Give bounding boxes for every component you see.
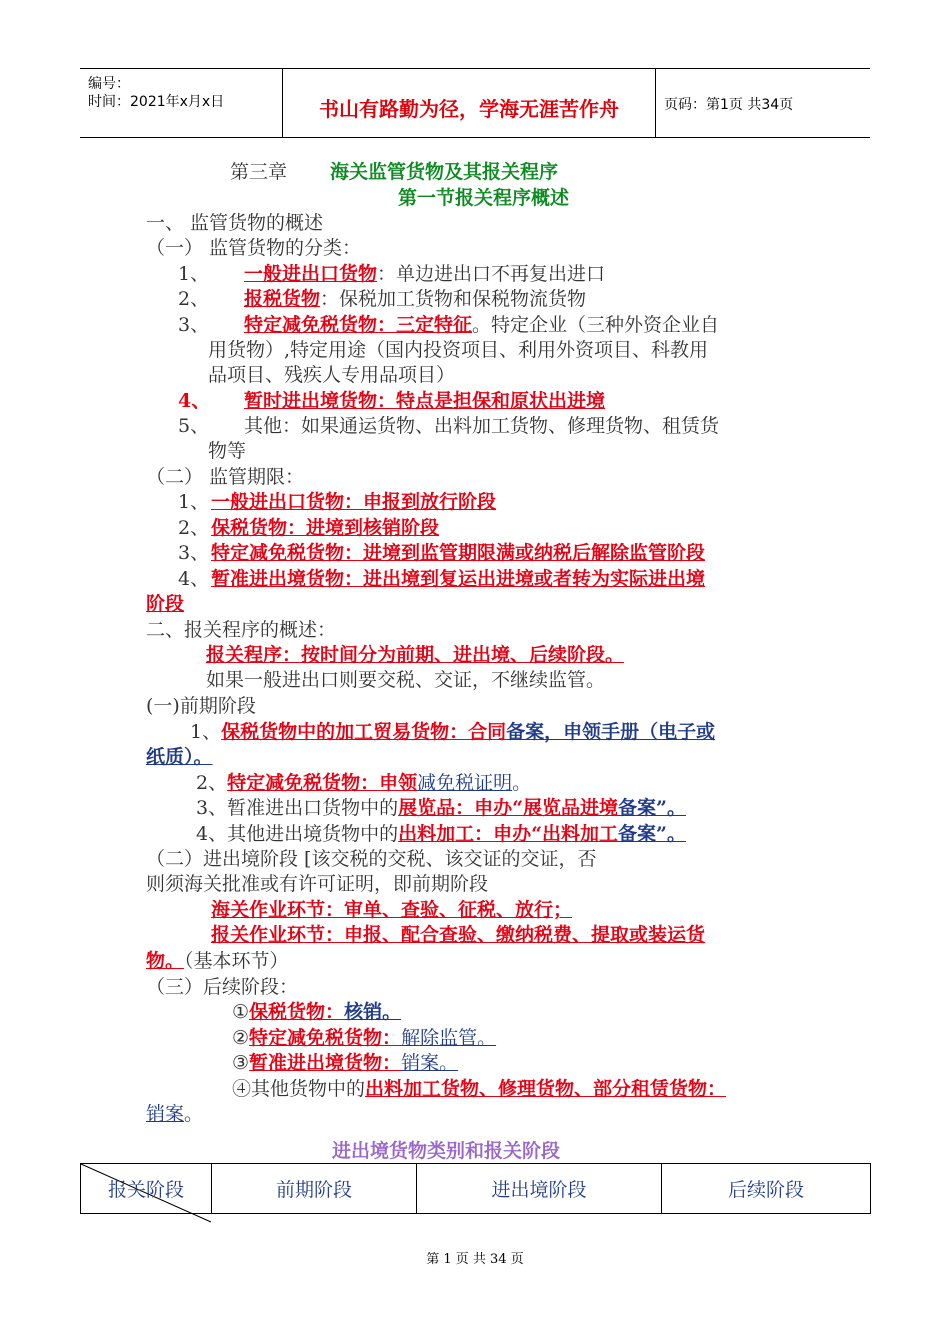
item-number: 5、 — [178, 415, 210, 437]
text-line: 阶段 — [146, 593, 185, 615]
page-info: 页码：第1页 共34页 — [664, 97, 794, 113]
motto: 书山有路勤为径，学海无涯苦作舟 — [319, 97, 619, 121]
section-title: 第一节报关程序概述 — [398, 187, 570, 209]
table-header-cell: 进出境阶段 — [417, 1164, 662, 1214]
list-item: 报税货物：保税加工货物和保税物流货物 — [244, 288, 587, 310]
time-label: 时间：2021年x月x日 — [88, 94, 225, 110]
text-line: 报关作业环节：申报、配合查验、缴纳税费、提取或装运货 — [211, 924, 706, 946]
item-number: 1、 — [178, 491, 210, 513]
item-number: 1、 — [178, 263, 210, 285]
text-line: 物等 — [208, 440, 247, 462]
header-meta-cell — [80, 69, 283, 137]
list-item: ①保税货物：核销。 — [232, 1001, 402, 1023]
chapter-number: 第三章 — [230, 161, 288, 183]
list-item: ③暂准进出境货物：销案。 — [232, 1052, 459, 1074]
table-row — [81, 1164, 871, 1214]
list-item: 2、特定减免税货物：申领减免税证明。 — [196, 772, 532, 794]
heading-2: 二、报关程序的概述： — [146, 619, 337, 641]
chapter-title: 海关监管货物及其报关程序 — [330, 161, 559, 183]
list-item: 保税货物：进境到核销阶段 — [211, 517, 440, 539]
page-footer: 第 1 页 共 34 页 — [426, 1252, 524, 1267]
list-item: 一般进出口货物：申报到放行阶段 — [211, 491, 497, 513]
text-line: 则须海关批准或有许可证明，即前期阶段 — [146, 873, 489, 895]
stage-table — [80, 1163, 871, 1214]
text-line: 品项目、残疾人专用品项目） — [208, 364, 456, 386]
subheading-classification: （一） 监管货物的分类： — [146, 237, 362, 259]
list-item: 暂时进出境货物：特点是担保和原状出进境 — [244, 390, 606, 412]
header-motto-cell — [283, 69, 656, 137]
table-header-cell: 后续阶段 — [662, 1164, 871, 1214]
list-item: 3、暂准进出口货物中的展览品：申办“展览品进境备案”。 — [196, 797, 686, 819]
header-label: 报关阶段 — [107, 1179, 184, 1201]
subheading-post-stage: （三）后续阶段： — [146, 976, 299, 998]
list-item: 1、保税货物中的加工贸易货物：合同备案，申领手册（电子或 — [190, 721, 716, 743]
list-item: ②特定减免税货物：解除监管。 — [232, 1027, 497, 1049]
subheading-period: （二） 监管期限： — [146, 466, 305, 488]
item-number: 4、 — [178, 390, 211, 412]
list-item: 特定减免税货物：三定特征。特定企业（三种外资企业自 — [244, 314, 720, 336]
item-number: 4、 — [178, 568, 210, 590]
item-number: 2、 — [178, 288, 210, 310]
text-line: 物。（基本环节） — [146, 950, 289, 972]
heading-1: 一、 监管货物的概述 — [146, 212, 324, 234]
list-item: ④其他货物中的出料加工货物、修理货物、部分租赁货物： — [232, 1078, 727, 1100]
item-number: 2、 — [178, 517, 210, 539]
table-caption: 进出境货物类别和报关阶段 — [332, 1140, 561, 1162]
list-item: 4、其他进出境货物中的出料加工：申办“出料加工备案”。 — [196, 823, 686, 845]
subheading-entry-stage: （二）进出境阶段 [该交税的交税、该交证的交证，否 — [146, 848, 597, 870]
list-item: 其他：如果通运货物、出料加工货物、修理货物、租赁货 — [244, 415, 720, 437]
list-item: 一般进出口货物：单边进出口不再复出进口 — [244, 263, 606, 285]
page-header — [80, 68, 870, 138]
text-line: 用货物）,特定用途（国内投资项目、利用外资项目、科教用 — [208, 339, 709, 361]
code-label: 编号： — [88, 76, 130, 92]
subheading-pre-stage: (一)前期阶段 — [146, 695, 256, 717]
text-line: 海关作业环节：审单、查验、征税、放行； — [211, 899, 573, 921]
text-line: 销案。 — [146, 1103, 204, 1125]
text-line: 报关程序：按时间分为前期、进出境、后续阶段。 — [206, 644, 625, 666]
item-number: 3、 — [178, 542, 210, 564]
list-item: 暂准进出境货物：进出境到复运出进境或者转为实际进出境 — [211, 568, 706, 590]
item-number: 3、 — [178, 314, 210, 336]
header-page-cell — [656, 69, 870, 137]
list-item: 特定减免税货物：进境到监管期限满或纳税后解除监管阶段 — [211, 542, 706, 564]
table-header-cell: 前期阶段 — [212, 1164, 417, 1214]
text-line: 如果一般进出口则要交税、交证，不继续监管。 — [206, 669, 606, 691]
text-line: 纸质）。 — [146, 746, 213, 768]
table-header-cell — [81, 1164, 212, 1214]
